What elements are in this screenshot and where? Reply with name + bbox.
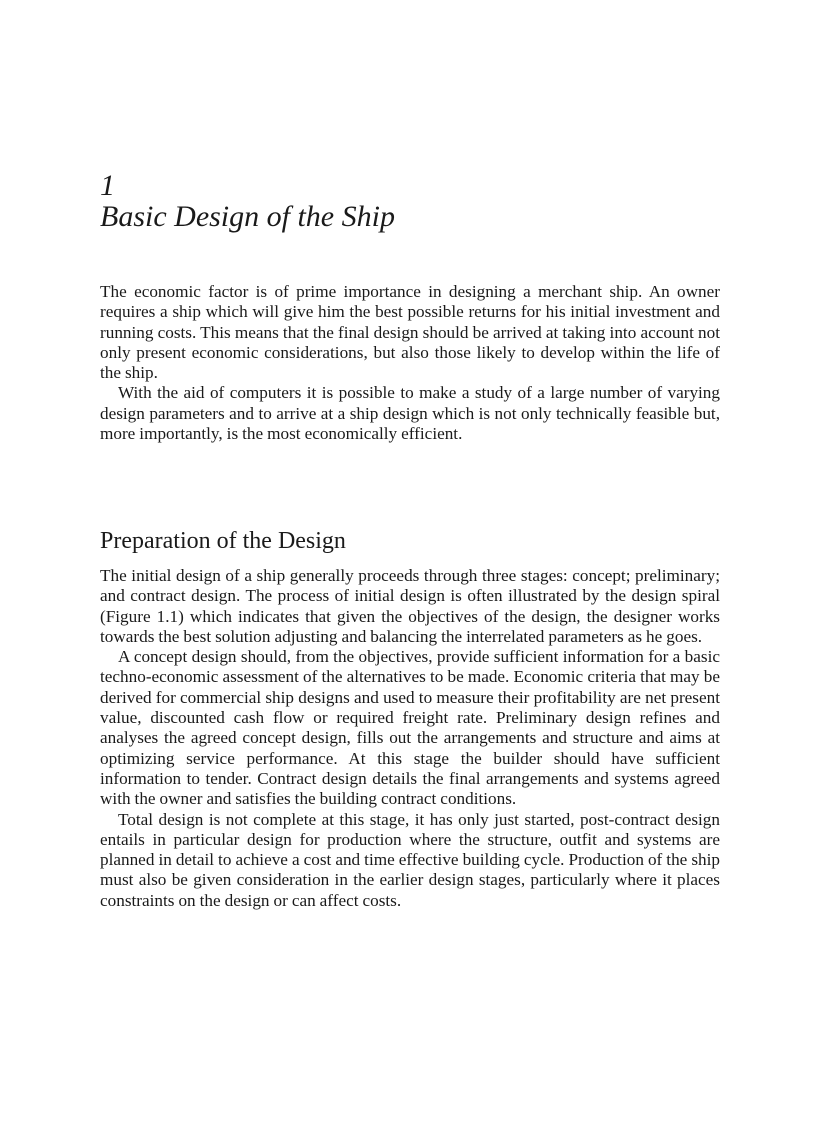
section-heading: Preparation of the Design bbox=[100, 528, 346, 554]
chapter-number: 1 bbox=[100, 169, 115, 202]
intro-section bbox=[100, 282, 720, 444]
intro-paragraph-1: The economic factor is of prime importance in designing a merchant ship. An owner requires a ship which will give him the best possible returns for his initial investment and running costs. This means that the final design should be arrived at taking into account not only present economic considerations, but also those likely to develop within the life of the ship. bbox=[100, 282, 720, 383]
chapter-title: Basic Design of the Ship bbox=[100, 200, 395, 233]
section-paragraph-1: The initial design of a ship generally proceeds through three stages: concept; preliminary; and contract design. The process of initial design is often illustrated by the design spiral (Figure 1.1) which indicates that given the objectives of the design, the designer works towards the best solution adjusting and balancing the interrelated parameters as he goes. bbox=[100, 566, 720, 646]
section-paragraph-3: Total design is not complete at this stage, it has only just started, post-contract design entails in particular design for production where the structure, outfit and systems are planned in detail to achieve a cost and time effective building cycle. Production of the ship must also be given consideration in the earlier design stages, particularly where it places constraints on the design or can affect costs. bbox=[100, 809, 720, 910]
section-paragraph-2: A concept design should, from the objectives, provide sufficient information for a basic techno-economic assessment of the alternatives to be made. Economic criteria that may be derived for commercial ship designs and used to measure their profitability are net present value, discounted cash flow or required freight rate. Preliminary design refines and analyses the agreed concept design, fills out the arrangements and structure and aims at optimizing service performance. At this stage the builder should have sufficient information to tender. Contract design details the final arrangements and systems agreed with the owner and satisfies the building contract conditions. bbox=[100, 647, 720, 809]
section-body bbox=[100, 566, 720, 911]
intro-paragraph-2: With the aid of computers it is possible to make a study of a large number of varying design parameters and to arrive at a ship design which is not only technically feasible but, more importantly, is the most economically efficient. bbox=[100, 383, 720, 444]
